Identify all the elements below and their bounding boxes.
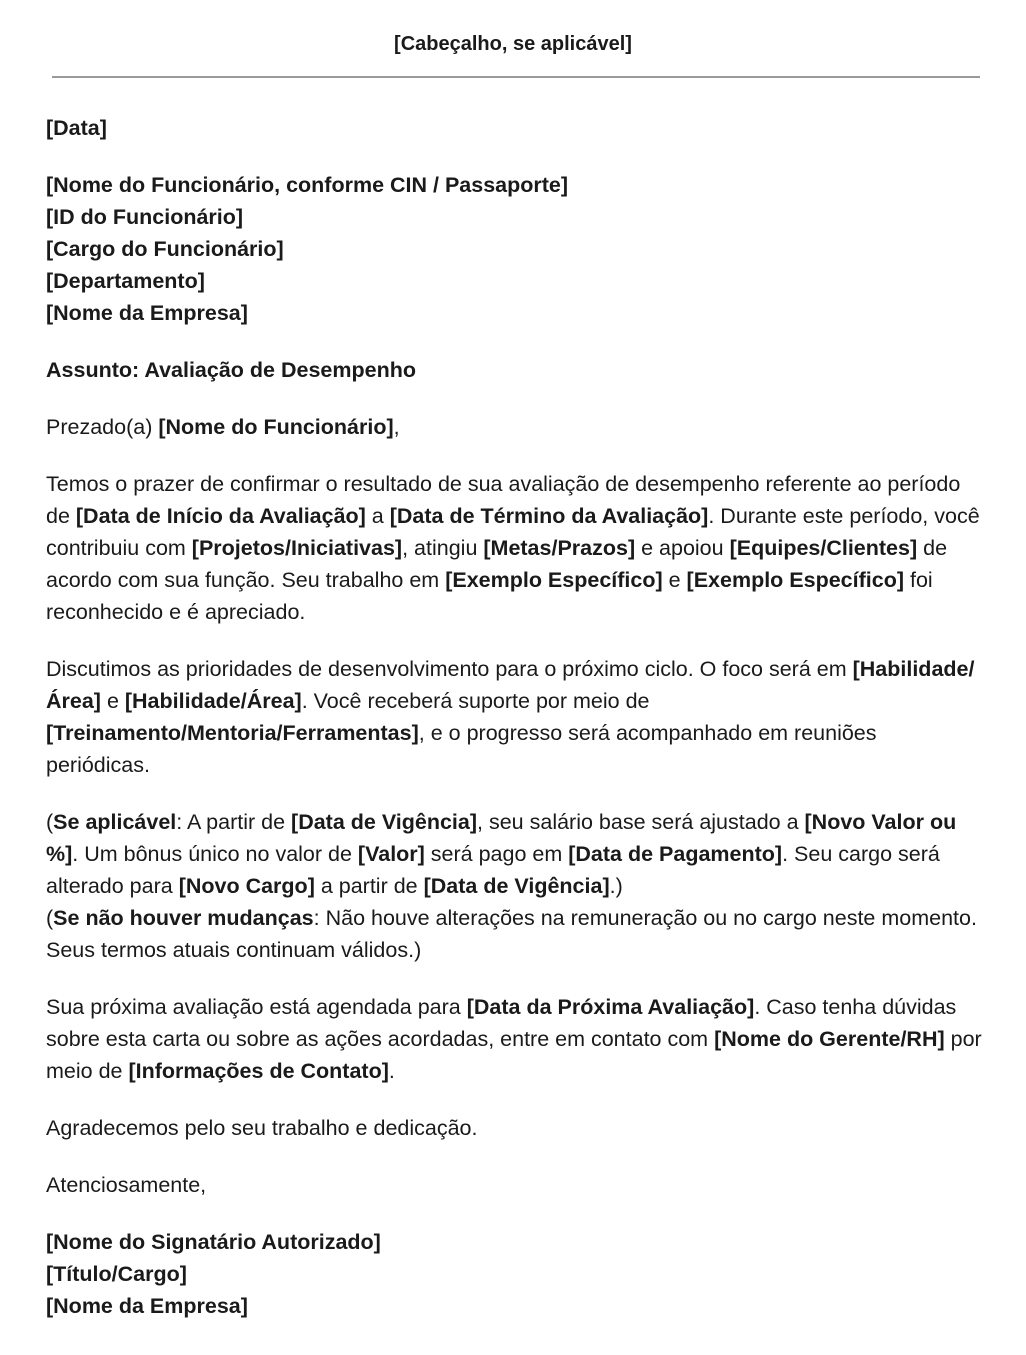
text: de acordo com sua função. Seu trabalho em: [46, 536, 948, 592]
text: . Um bônus único no valor de: [72, 842, 358, 866]
paragraph-next-review: [46, 991, 986, 1087]
placeholder: [Data de Início da Avaliação]: [75, 504, 366, 528]
recipient-name: [Nome do Funcionário, conforme CIN / Passaporte]: [46, 173, 569, 197]
text: e: [100, 689, 125, 713]
text: .: [388, 1059, 395, 1083]
paragraph-compensation: [46, 806, 986, 966]
text: . Caso tenha dúvidas sobre esta carta ou sobre as ações acordadas, entre em contato com: [46, 995, 957, 1051]
subject-line: [46, 354, 986, 386]
subject-text: Assunto: Avaliação de Desempenho: [46, 358, 416, 382]
text: Discutimos as prioridades de desenvolvimento para o próximo ciclo. O foco será em: [46, 657, 853, 681]
recipient-id: [ID do Funcionário]: [46, 205, 244, 229]
text: foi reconhecido e é apreciado.: [46, 568, 933, 624]
placeholder: [Treinamento/Mentoria/Ferramentas]: [46, 721, 419, 745]
greeting-suffix: ,: [393, 415, 400, 439]
text: . Você receberá suporte por meio de: [301, 689, 650, 713]
text: : A partir de: [176, 810, 292, 834]
page-header: [Cabeçalho, se aplicável]: [394, 33, 632, 55]
placeholder: Se aplicável: [53, 810, 177, 834]
recipient-department: [Departamento]: [46, 269, 205, 293]
placeholder: [Metas/Prazos]: [483, 536, 636, 560]
text: por meio de: [46, 1027, 982, 1083]
text: , e o progresso será acompanhado em reuniões periódicas.: [46, 721, 877, 777]
greeting: [46, 411, 986, 443]
text: será pago em: [424, 842, 569, 866]
greeting-prefix: Prezado(a): [46, 415, 159, 439]
text: . Seu cargo será alterado para: [46, 842, 940, 898]
text: .): [609, 874, 623, 898]
letter-body: [46, 112, 986, 1347]
placeholder: [Novo Cargo]: [178, 874, 315, 898]
placeholder: [Novo Valor ou %]: [46, 810, 957, 866]
placeholder: [Data de Pagamento]: [568, 842, 783, 866]
paragraph-results: [46, 468, 986, 628]
text: . Durante este período, você contribuiu com: [46, 504, 980, 560]
placeholder: [Data de Término da Avaliação]: [389, 504, 709, 528]
placeholder: [Equipes/Clientes]: [729, 536, 918, 560]
recipient-company: [Nome da Empresa]: [46, 301, 248, 325]
header-divider: [52, 76, 980, 78]
text: e apoiou: [635, 536, 730, 560]
placeholder: [Exemplo Específico]: [686, 568, 904, 592]
placeholder: [Projetos/Iniciativas]: [191, 536, 403, 560]
text: , seu salário base será ajustado a: [477, 810, 805, 834]
greeting-name: [Nome do Funcionário]: [158, 415, 394, 439]
placeholder: [Valor]: [357, 842, 425, 866]
text: (: [46, 810, 54, 834]
text: a: [365, 504, 390, 528]
signatory-company: [Nome da Empresa]: [46, 1294, 248, 1318]
text: , atingiu: [402, 536, 484, 560]
signatory-name: [Nome do Signatário Autorizado]: [46, 1230, 381, 1254]
placeholder: [Data da Próxima Avaliação]: [466, 995, 755, 1019]
recipient-role: [Cargo do Funcionário]: [46, 237, 284, 261]
paragraph-development: [46, 653, 986, 781]
placeholder: [Data de Vigência]: [291, 810, 478, 834]
text: Temos o prazer de confirmar o resultado de sua avaliação de desempenho referente ao período de: [46, 472, 961, 528]
placeholder: [Exemplo Específico]: [445, 568, 663, 592]
thanks-line: Agradecemos pelo seu trabalho e dedicação.: [46, 1116, 478, 1140]
text: (: [46, 906, 54, 930]
text: Sua próxima avaliação está agendada para: [46, 995, 467, 1019]
placeholder: [Data de Vigência]: [423, 874, 610, 898]
text: : Não houve alterações na remuneração ou no cargo neste momento. Seus termos atuais continuam válidos.): [46, 906, 977, 962]
date-placeholder: [Data]: [46, 116, 107, 140]
placeholder: [Habilidade/Área]: [124, 689, 302, 713]
text: a partir de: [314, 874, 424, 898]
placeholder: Se não houver mudanças: [53, 906, 314, 930]
closing-line: Atenciosamente,: [46, 1173, 207, 1197]
text: e: [662, 568, 687, 592]
letter-date: [46, 112, 986, 144]
placeholder: [Informações de Contato]: [128, 1059, 389, 1083]
placeholder: [Nome do Gerente/RH]: [714, 1027, 945, 1051]
signatory-title: [Título/Cargo]: [46, 1262, 187, 1286]
placeholder: [Habilidade/Área]: [46, 657, 975, 713]
